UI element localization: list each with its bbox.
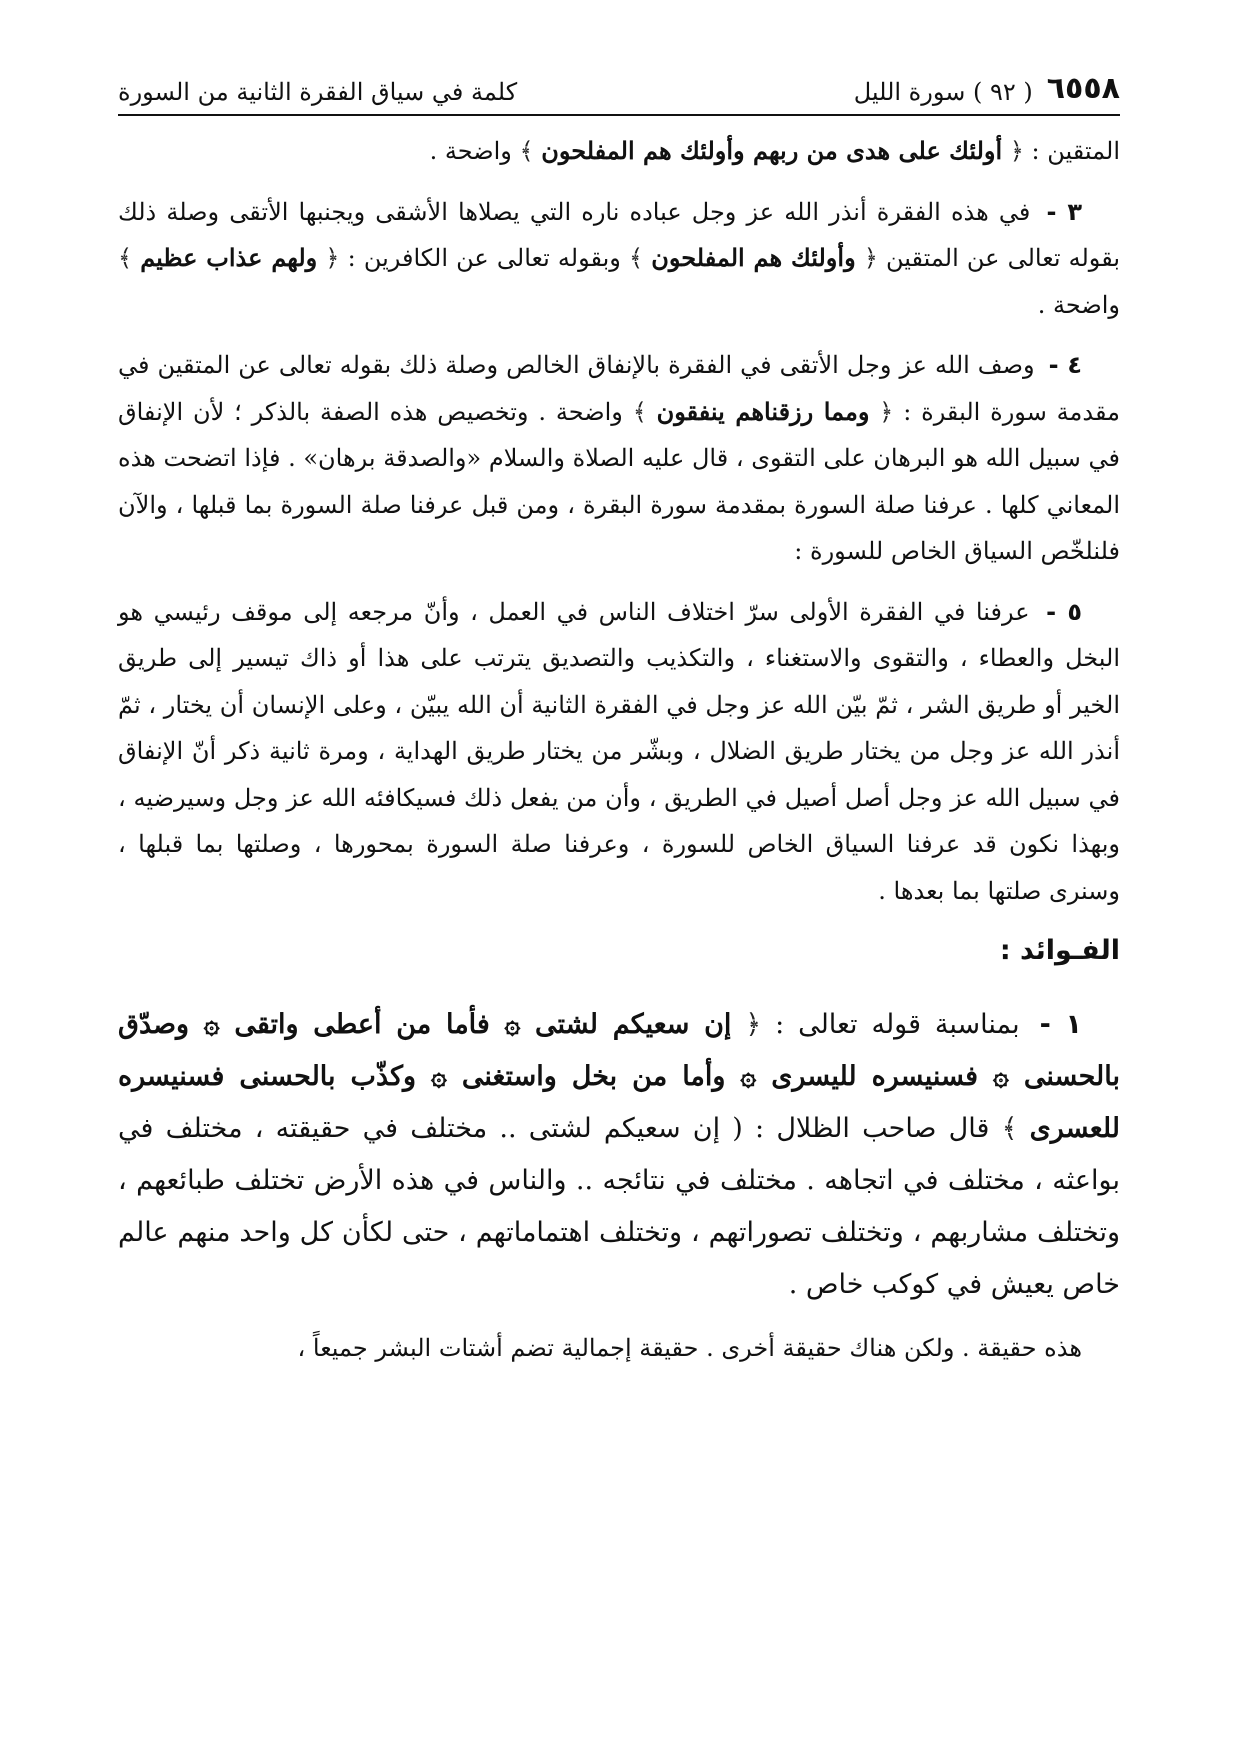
quran-quote: وأولئك هم المفلحون bbox=[651, 243, 856, 272]
quran-close-bracket: ﴾ bbox=[118, 244, 133, 272]
text: وصف الله عز وجل الأتقى في الفقرة بالإنفاق الخالص وصلة ذلك بقوله تعالى عن المتقين في مقدمة سورة البقرة : bbox=[118, 351, 1120, 426]
quran-close-bracket: ﴾ bbox=[1001, 1112, 1018, 1144]
quran-quote: أولئك على هدى من ربهم وأولئك هم المفلحون bbox=[541, 136, 1003, 165]
text: عرفنا في الفقرة الأولى سرّ اختلاف الناس في العمل ، وأنّ مرجعه إلى موقف رئيسي هو البخل والعطاء ، والتقوى والاستغناء ، والتكذيب والتصديق يترتب على هذا أو ذاك تيسير إلى طريق الخير أو طريق الشر ، ثمّ بيّن الله عز وجل في الفقرة الثانية أن الله يبيّن ، وعلى الإنسان أن يختار ، ثمّ أنذر الله عز وجل من يختار طريق الضلال ، وبشّر من يختار طريق الهداية ، ومرة ثانية ذكر أنّ الإنفاق في سبيل الله عز وجل أصل أصيل في الطريق ، وأن من يفعل ذلك فسيكافئه الله عز وجل وسيرضيه ، وبهذا نكون قد عرفنا السياق الخاص للسورة ، وعرفنا صلة السورة بمحورها ، وصلتها بما قبلها ، وسنرى صلتها بما بعدها . bbox=[118, 597, 1121, 905]
text: واضحة . وتخصيص هذه الصفة بالذكر ؛ لأن الإنفاق في سبيل الله هو البرهان على التقوى ، قال عليه الصلاة والسلام «والصدقة برهان» . فإذا اتضحت هذه المعاني كلها . عرفنا صلة السورة بمقدمة سورة البقرة ، ومن قبل عرفنا صلة السورة بما قبلها ، والآن فلنلخّص السياق الخاص للسورة : bbox=[118, 397, 1120, 565]
paragraph-number: ١ - bbox=[1039, 1008, 1082, 1040]
quran-quote: ومما رزقناهم ينفقون bbox=[656, 396, 870, 426]
quran-close-bracket: ﴾ bbox=[629, 244, 644, 272]
text: المتقين : bbox=[1031, 137, 1120, 165]
paragraph-3 bbox=[118, 189, 1120, 329]
section-title: كلمة في سياق الفقرة الثانية من السورة bbox=[118, 78, 518, 106]
text: واضحة . bbox=[429, 137, 512, 165]
paragraph-number: ٣ - bbox=[1046, 197, 1082, 226]
quran-open-bracket: ﴿ bbox=[1009, 137, 1024, 165]
benefits-heading: الفـوائد : bbox=[999, 935, 1120, 966]
running-header bbox=[118, 54, 1120, 116]
surah-label: ( ٩٢ ) سورة الليل bbox=[853, 78, 1033, 106]
quran-close-bracket: ﴾ bbox=[519, 137, 534, 165]
quran-open-bracket: ﴿ bbox=[745, 1008, 762, 1040]
paragraph-last: هذه حقيقة . ولكن هناك حقيقة أخرى . حقيقة إجمالية تضم أشتات البشر جميعاً ، bbox=[297, 1333, 1082, 1362]
quran-quote: إن سعيكم لشتى ۞ فأما من أعطى واتقى ۞ وصدّق بالحسنى ۞ فسنيسره لليسرى ۞ وأما من بخل واستغنى ۞ وكذّب بالحسنى فسنيسره للعسرى bbox=[118, 1008, 1120, 1144]
text: واضحة . bbox=[1037, 290, 1120, 319]
text: بمناسبة قوله تعالى : bbox=[775, 1008, 1020, 1040]
paragraph-continued bbox=[118, 128, 1120, 175]
quran-open-bracket: ﴿ bbox=[325, 244, 340, 272]
page-number: ٦٥٥٨ bbox=[1046, 71, 1120, 106]
header-right-group bbox=[854, 71, 1120, 106]
text: في هذه الفقرة أنذر الله عز وجل عباده ناره التي يصلاها الأشقى ويجنبها الأتقى وصلة ذلك بقوله تعالى عن المتقين bbox=[118, 197, 1121, 272]
paragraph-4 bbox=[118, 342, 1120, 575]
quran-open-bracket: ﴿ bbox=[863, 244, 878, 272]
page-body bbox=[118, 128, 1120, 1385]
paragraph-number: ٥ - bbox=[1046, 597, 1082, 626]
text: قال صاحب الظلال : ( إن سعيكم لشتى .. مختلف في حقيقته ، مختلف في بواعثه ، مختلف في اتجاهه . مختلف في نتائجه .. والناس في هذه الأرض تختلف طبائعهم ، وتختلف مشاربهم ، وتختلف تصوراتهم ، وتختلف اهتماماتهم ، حتى لكأن كل واحد منهم عالم خاص يعيش في كوكب خاص . bbox=[118, 1112, 1120, 1300]
paragraph-5 bbox=[118, 589, 1120, 915]
quran-quote: ولهم عذاب عظيم bbox=[140, 243, 318, 272]
text: وبقوله تعالى عن الكافرين : bbox=[347, 244, 621, 272]
benefit-1 bbox=[118, 999, 1120, 1311]
quran-close-bracket: ﴾ bbox=[632, 397, 647, 426]
paragraph-number: ٤ - bbox=[1048, 351, 1082, 379]
quran-open-bracket: ﴿ bbox=[879, 397, 894, 426]
